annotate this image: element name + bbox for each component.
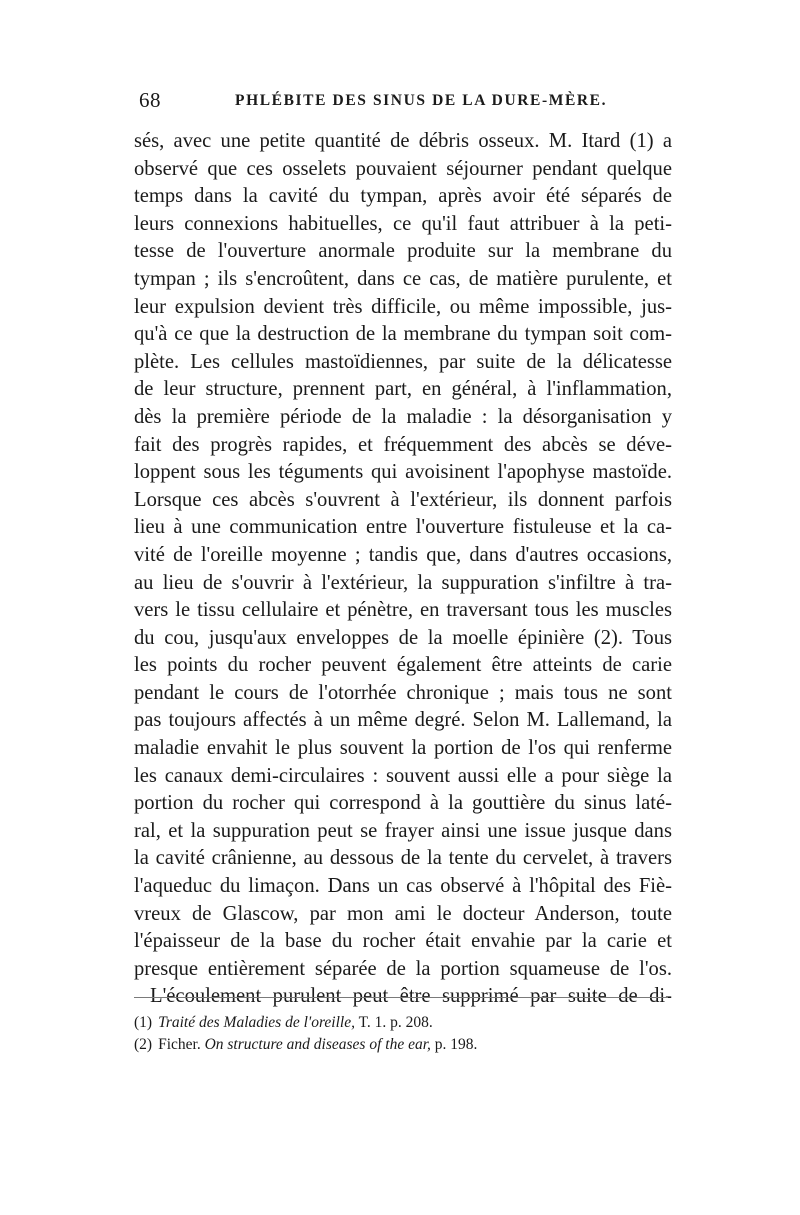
text-line: leurs connexions habituelles, ce qu'il faut attribuer à la peti-: [134, 212, 672, 235]
text-line: du cou, jusqu'aux enveloppes de la moelle épinière (2). Tous: [134, 626, 672, 649]
text-line: Lorsque ces abcès s'ouvrent à l'extérieur, ils donnent parfois: [134, 488, 672, 511]
text-line: au lieu de s'ouvrir à l'extérieur, la suppuration s'infiltre à tra-: [134, 571, 672, 594]
text-line: les points du rocher peuvent également être atteints de carie: [134, 654, 672, 677]
text-line: L'écoulement purulent peut être supprimé par suite de di-: [150, 985, 672, 1008]
text-line: maladie envahit le plus souvent la portion de l'os qui renferme: [134, 737, 672, 760]
footnote-title: Traité des Maladies de l'oreille,: [158, 1014, 355, 1031]
text-line: leur expulsion devient très difficile, ou même impossible, jus-: [134, 295, 672, 318]
footnotes: [134, 1012, 672, 1056]
text-line: l'aqueduc du limaçon. Dans un cas observé à l'hôpital des Fiè-: [134, 875, 672, 898]
text-line: la cavité crânienne, au dessous de la tente du cervelet, à travers: [134, 847, 672, 870]
text-line: l'épaisseur de la base du rocher était envahie par la carie et: [134, 930, 672, 953]
text-line: les canaux demi-circulaires : souvent aussi elle a pour siège la: [134, 764, 672, 787]
footnote: [134, 1012, 672, 1034]
text-line: presque entièrement séparée de la portion squameuse de l'os.: [134, 957, 672, 980]
body-text: [134, 128, 672, 1011]
text-line: fait des progrès rapides, et fréquemment des abcès se déve-: [134, 433, 672, 456]
text-line: vreux de Glascow, par mon ami le docteur Anderson, toute: [134, 902, 672, 925]
text-line: temps dans la cavité du tympan, après avoir été séparés de: [134, 185, 672, 208]
page-number: 68: [139, 88, 161, 112]
text-line: lieu à une communication entre l'ouverture fistuleuse et la ca-: [134, 516, 672, 539]
text-line: vers le tissu cellulaire et pénètre, en traversant tous les muscles: [134, 599, 672, 622]
running-title: PHLÉBITE DES SINUS DE LA DURE-MÈRE.: [235, 92, 608, 109]
text-line: tympan ; ils s'encroûtent, dans ce cas, de matière purulente, et: [134, 267, 672, 290]
footnote-title: On structure and diseases of the ear,: [204, 1036, 431, 1053]
footnote: [134, 1034, 672, 1056]
text-line: plète. Les cellules mastoïdiennes, par suite de la délicatesse: [134, 350, 672, 373]
footnote-reference: T. 1. p. 208.: [354, 1014, 433, 1031]
footnote-mark: (1): [134, 1014, 153, 1031]
text-line: qu'à ce que la destruction de la membrane du tympan soit com-: [134, 323, 672, 346]
text-line: vité de l'oreille moyenne ; tandis que, dans d'autres occasions,: [134, 543, 672, 566]
text-line: observé que ces osselets pouvaient séjourner pendant quelque: [134, 157, 672, 180]
text-line: pendant le cours de l'otorrhée chronique ; mais tous ne sont: [134, 681, 672, 704]
text-line: de leur structure, prennent part, en général, à l'inflammation,: [134, 378, 672, 401]
text-line: portion du rocher qui correspond à la gouttière du sinus laté-: [134, 792, 672, 815]
text-line: tesse de l'ouverture anormale produite sur la membrane du: [134, 240, 672, 263]
footnote-mark: (2): [134, 1036, 153, 1053]
footnote-rule: [134, 997, 668, 998]
text-line: loppent sous les téguments qui avoisinent l'apophyse mastoïde.: [134, 461, 672, 484]
footnote-author: Ficher.: [158, 1036, 205, 1053]
text-line: ral, et la suppuration peut se frayer ainsi une issue jusque dans: [134, 819, 672, 842]
text-line: sés, avec une petite quantité de débris osseux. M. Itard (1) a: [134, 130, 672, 152]
footnote-reference: p. 198.: [430, 1036, 478, 1053]
running-head: [139, 88, 671, 114]
text-line: dès la première période de la maladie : la désorganisation y: [134, 405, 672, 428]
text-line: pas toujours affectés à un même degré. Selon M. Lallemand, la: [134, 709, 672, 732]
